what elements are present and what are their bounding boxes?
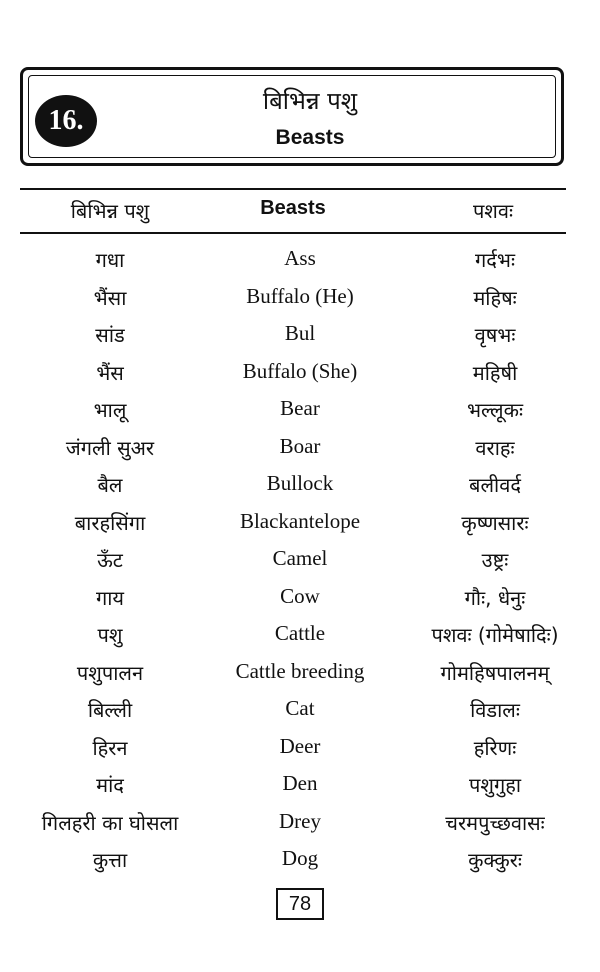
- sanskrit-word: महिषी: [472, 360, 518, 385]
- hindi-word: बारहसिंगा: [74, 510, 146, 535]
- hindi-word: मांद: [96, 773, 124, 797]
- english-word: Den: [282, 771, 318, 795]
- table-row: [0, 471, 600, 509]
- hindi-word: बिल्ली: [87, 698, 133, 722]
- table-row: [0, 509, 600, 547]
- table-header-rule: [20, 232, 566, 234]
- english-word: Boar: [279, 433, 321, 458]
- table-row: [0, 734, 600, 772]
- table-row: [0, 809, 600, 847]
- hindi-word: पशुपालन: [76, 660, 144, 685]
- sanskrit-word: गर्दभः: [475, 248, 515, 272]
- sanskrit-word: हरिणः: [473, 735, 517, 760]
- sanskrit-word: विडालः: [470, 698, 520, 722]
- english-word: Dog: [281, 846, 319, 870]
- hindi-word: बैल: [97, 473, 123, 497]
- english-word: Camel: [272, 546, 328, 570]
- table-top-rule: [20, 188, 566, 190]
- chapter-number-badge: 16.: [35, 95, 97, 147]
- hindi-word: पशु: [97, 623, 123, 647]
- hindi-word: भालू: [93, 398, 127, 422]
- english-word: Bullock: [266, 471, 334, 495]
- table-row: [0, 621, 600, 659]
- english-word: Ass: [284, 246, 316, 270]
- english-word: Buffalo (She): [242, 358, 358, 383]
- hindi-word: हिरन: [92, 735, 128, 760]
- sanskrit-word: महिषः: [473, 285, 517, 310]
- sanskrit-word: गौः, धेनुः: [464, 585, 526, 610]
- table-row: [0, 321, 600, 359]
- vocabulary-table-body: [0, 246, 600, 884]
- hindi-word: गधा: [95, 248, 125, 272]
- column-header-sanskrit: पशवः: [472, 199, 514, 223]
- sanskrit-word: गोमहिषपालनम्: [440, 660, 550, 685]
- hindi-word: भैंसा: [93, 285, 127, 310]
- chapter-title-english: Beasts: [275, 126, 345, 149]
- table-row: [0, 546, 600, 584]
- sanskrit-word: कुक्कुरः: [468, 848, 522, 872]
- chapter-title-hindi: बिभिन्न पशु: [262, 87, 358, 115]
- table-row: [0, 846, 600, 884]
- english-word: Cow: [280, 583, 320, 608]
- sanskrit-word: चरमपुच्छवासः: [445, 810, 545, 835]
- sanskrit-word: कृष्णसारः: [461, 510, 529, 535]
- hindi-word: सांड: [95, 323, 125, 347]
- english-word: Blackantelope: [239, 508, 361, 533]
- table-row: [0, 434, 600, 472]
- column-header-hindi: बिभिन्न पशु: [70, 199, 150, 223]
- hindi-word: जंगली सुअर: [65, 435, 155, 460]
- column-header-english: Beasts: [260, 197, 326, 219]
- english-word: Cattle: [274, 621, 326, 645]
- sanskrit-word: वृषभः: [474, 323, 516, 347]
- hindi-word: भैंस: [96, 360, 124, 385]
- hindi-word: कुत्ता: [92, 848, 128, 872]
- table-row: [0, 584, 600, 622]
- english-word: Bear: [280, 396, 320, 420]
- english-word: Deer: [279, 733, 321, 758]
- english-word: Cat: [285, 696, 315, 720]
- english-word: Drey: [279, 808, 321, 833]
- sanskrit-word: पशुगुहा: [468, 773, 522, 797]
- hindi-word: गाय: [95, 585, 125, 610]
- sanskrit-word: उष्ट्रः: [481, 548, 509, 572]
- hindi-word: ऊँट: [97, 548, 123, 572]
- sanskrit-word: भल्लूकः: [466, 398, 524, 422]
- table-row: [0, 396, 600, 434]
- table-row: [0, 771, 600, 809]
- table-row: [0, 246, 600, 284]
- table-row: [0, 696, 600, 734]
- hindi-word: गिलहरी का घोसला: [41, 810, 179, 835]
- table-row: [0, 359, 600, 397]
- sanskrit-word: पशवः (गोमेषादिः): [431, 623, 559, 647]
- page-number: 78: [276, 888, 324, 920]
- english-word: Bul: [284, 321, 316, 345]
- table-row: [0, 659, 600, 697]
- sanskrit-word: बलीवर्द: [469, 473, 521, 497]
- sanskrit-word: वराहः: [475, 435, 515, 460]
- english-word: Buffalo (He): [246, 283, 354, 308]
- english-word: Cattle breeding: [235, 658, 365, 683]
- table-row: [0, 284, 600, 322]
